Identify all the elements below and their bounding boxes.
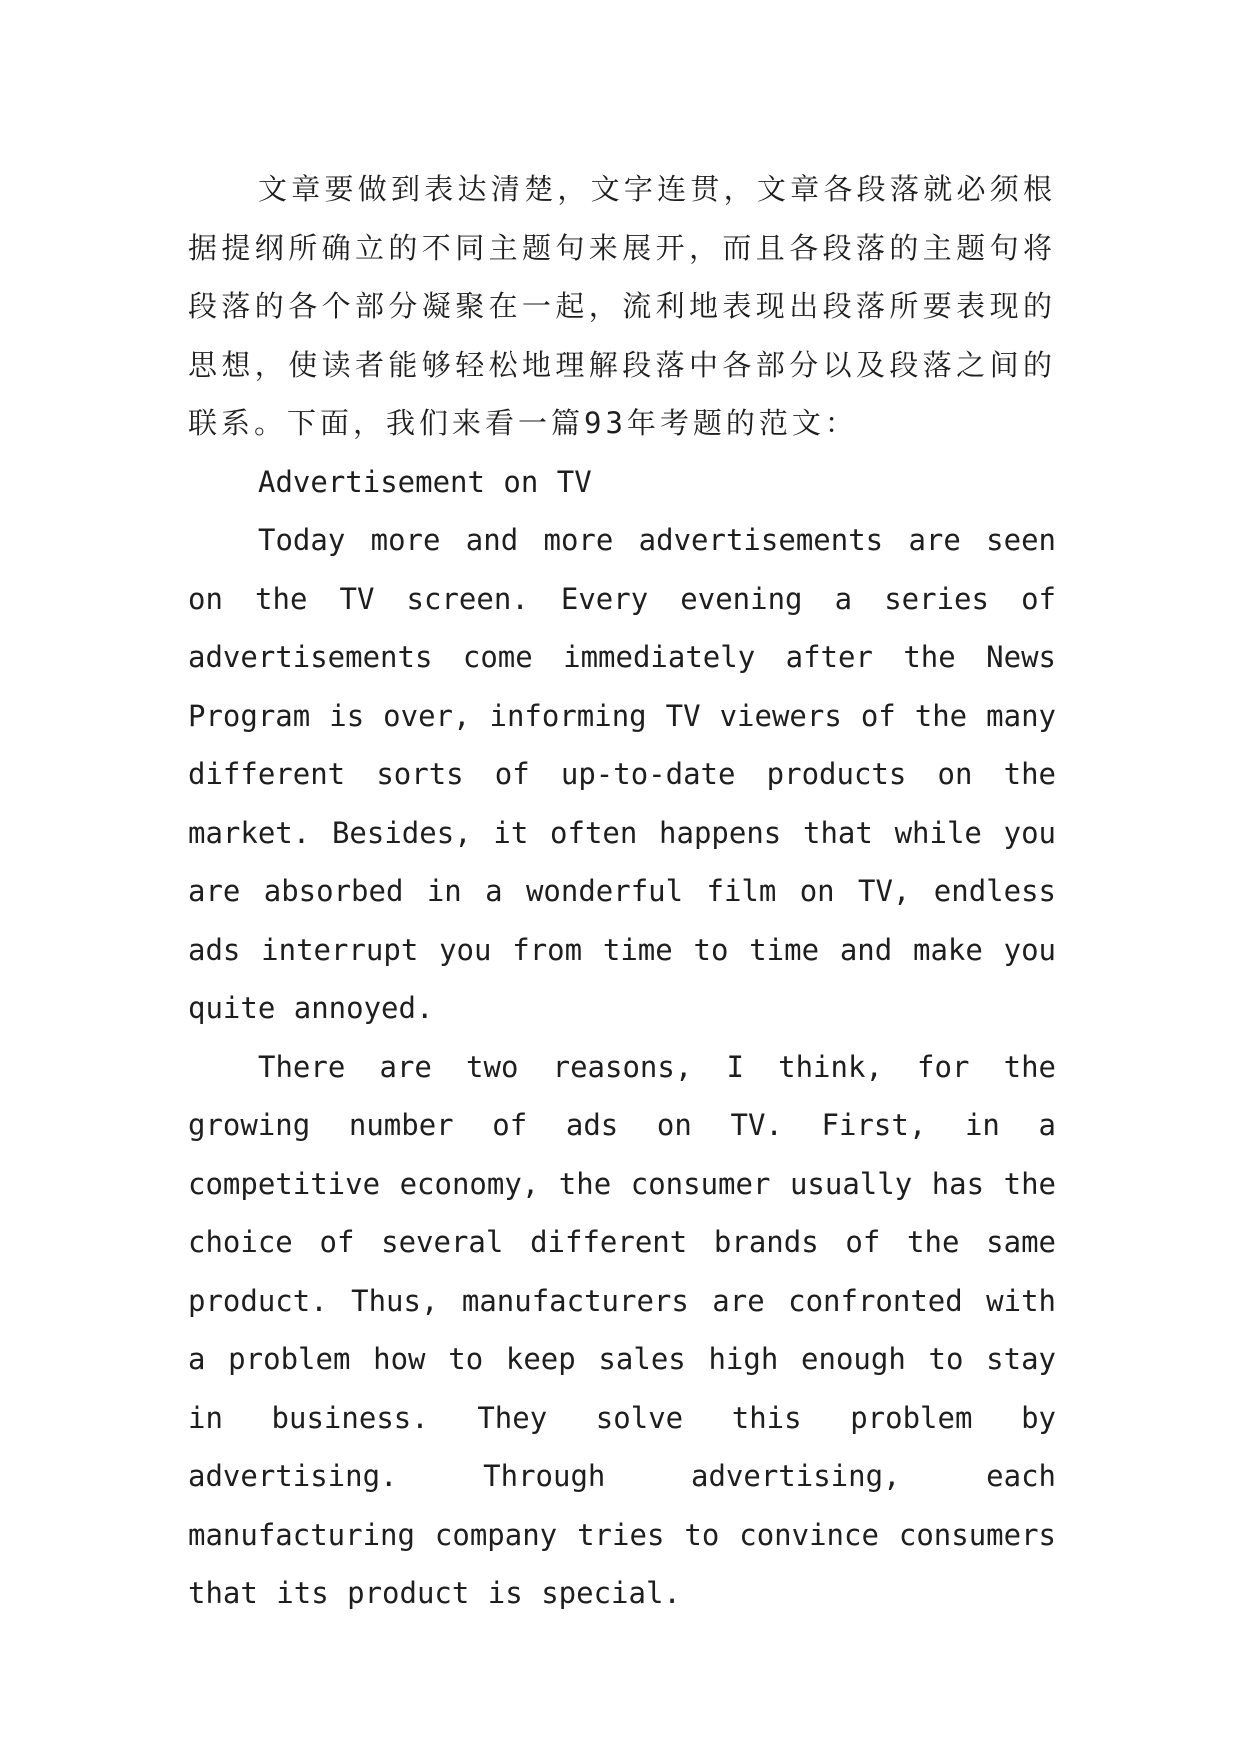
document-body bbox=[188, 160, 1056, 1623]
essay-paragraph-1: Today more and more advertisements are seen on the TV screen. Every evening a series of advertisements come immediately after the News Program is over, informing TV viewers of the many different sorts of up-to-date products on the market. Besides, it often happens that while you are absorbed in a wonderful film on TV, endless ads interrupt you from time to time and make you quite annoyed. bbox=[188, 523, 1056, 1025]
intro-paragraph: 文章要做到表达清楚，文字连贯，文章各段落就必须根据提纲所确立的不同主题句来展开，而且各段落的主题句将段落的各个部分凝聚在一起，流利地表现出段落所要表现的思想，使读者能够轻松地理解段落中各部分以及段落之间的联系。下面，我们来看一篇93年考题的范文： bbox=[188, 172, 1056, 440]
essay-paragraph-2: There are two reasons, I think, for the growing number of ads on TV. First, in a competitive economy, the consumer usually has the choice of several different brands of the same product. Thus, manufacturers are confronted with a problem how to keep sales high enough to stay in business. They solve this problem by advertising. Through advertising, each manufacturing company tries to convince consumers that its product is special. bbox=[188, 1049, 1056, 1610]
essay-title: Advertisement on TV bbox=[258, 464, 592, 499]
